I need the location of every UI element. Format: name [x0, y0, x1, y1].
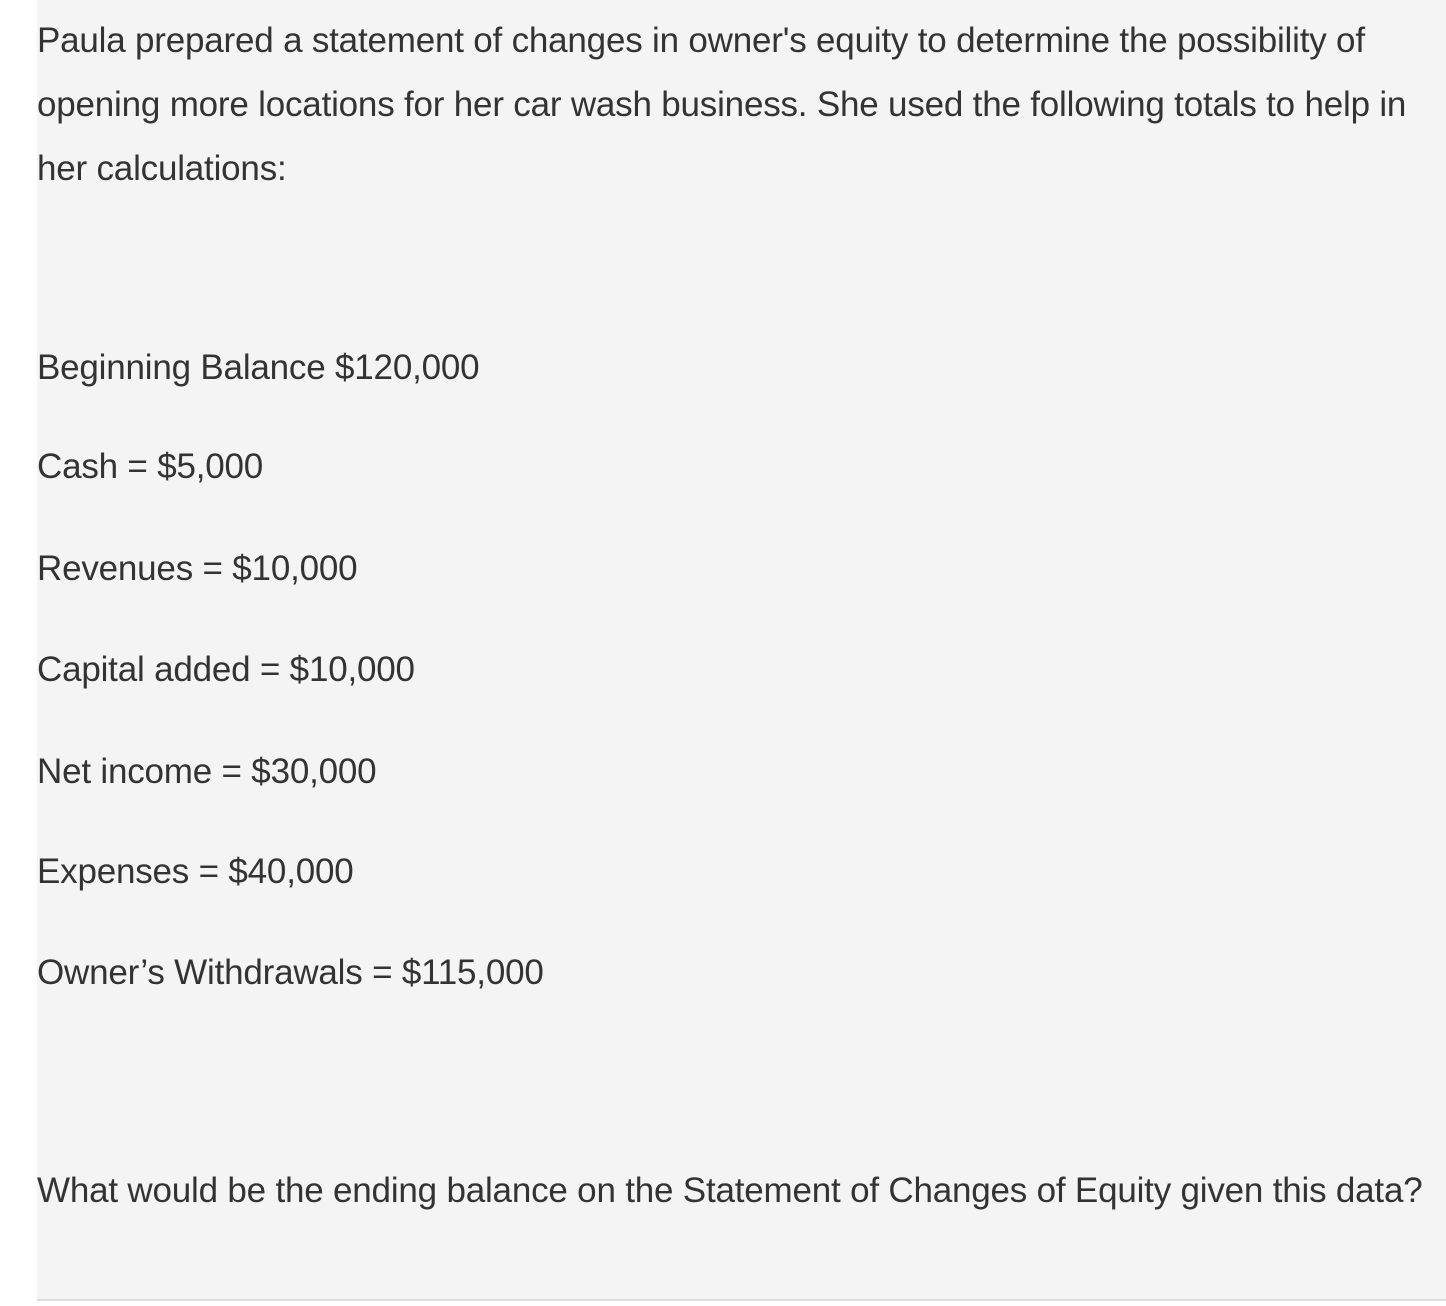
question-prompt: What would be the ending balance on the Statement of Changes of Equity given this data? [37, 1171, 1423, 1210]
given-owners-withdrawals: Owner’s Withdrawals = $115,000 [37, 953, 544, 992]
given-net-income: Net income = $30,000 [37, 752, 377, 791]
given-capital-added: Capital added = $10,000 [37, 650, 415, 689]
given-revenues: Revenues = $10,000 [37, 549, 358, 588]
given-cash: Cash = $5,000 [37, 447, 264, 486]
given-beginning-balance: Beginning Balance $120,000 [37, 348, 480, 387]
given-expenses: Expenses = $40,000 [37, 852, 354, 891]
question-intro: Paula prepared a statement of changes in owner's equity to determine the possibility of opening more locations for her car wash business. She used the following totals to help in her calculations: [37, 21, 1407, 188]
question-block [37, 0, 1446, 1301]
